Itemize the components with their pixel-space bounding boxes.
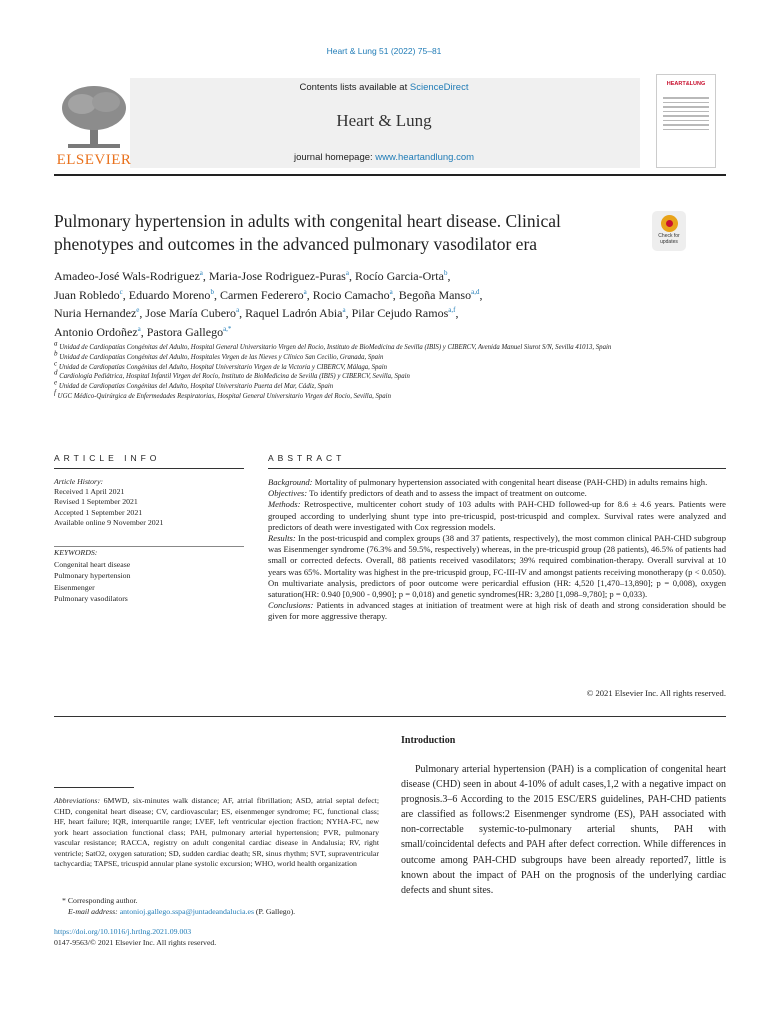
author-name[interactable] — [352, 306, 456, 320]
abbreviations-footnote — [54, 796, 379, 870]
author-affiliation-marker[interactable]: a — [199, 269, 203, 277]
introduction-paragraph: Pulmonary arterial hypertension (PAH) is a complication of congenital heart disease (CHD) seen in about 4-10% of adult cases,1,2 with a negative impact on prognosis.3–6 According to the 2015 ESC/ERS guidelines, PAH-CHD patients are classified as follows:2 Eisenmenger syndrome (ES), PAH associated with non-correctable systemic-to-pulmonary arterial shunts, PAH with small/coincidental defects and PAH after defect correction. While differences in outcome among PAH-CHD subgroups have been already reported7, little is known about the impact of PAH on the prognosis of the underlying cardiac defects and shunt sites. — [401, 764, 726, 896]
doi-block — [54, 926, 216, 948]
header-rule — [54, 174, 726, 176]
abstract-copyright: © 2021 Elsevier Inc. All rights reserved. — [586, 688, 726, 698]
author-affiliation-marker[interactable]: a — [342, 306, 346, 314]
abstract-body — [268, 477, 726, 623]
homepage-link[interactable]: www.heartandlung.com — [375, 152, 475, 163]
abstract-label: Conclusions: — [268, 600, 314, 611]
abstract-text: Retrospective, multicenter cohort study of 103 adults with PAH-CHD followed-up for 8.6 ± 4.6 years. Patients were grouped according to underlying shunt type into pre-tricuspid, post-tricuspid and complex. Survival rates were analyzed and predictors of death were investigated with Cox regression models. — [268, 499, 726, 532]
author-name[interactable] — [399, 288, 480, 302]
author-name-text: Amadeo-José Wals-Rodriguez — [54, 269, 200, 283]
abstract-background — [268, 477, 726, 488]
author-name[interactable] — [54, 325, 141, 339]
article-history — [54, 477, 244, 528]
journal-title: Heart & Lung — [336, 111, 432, 130]
author-affiliation-marker[interactable]: a,f — [448, 306, 456, 314]
author-name-text: Begoña Manso — [398, 287, 472, 302]
affiliation-key: a — [54, 339, 58, 348]
author-name-text: Pastora Gallego — [146, 324, 224, 339]
keyword-item: Eisenmenger — [54, 582, 95, 592]
author-name-text: Raquel Ladrón Abia — [245, 306, 343, 320]
article-info-heading: ARTICLE INFO — [54, 453, 161, 463]
author-name[interactable] — [129, 288, 214, 302]
abstract-methods — [268, 499, 726, 533]
email-suffix: (P. Gallego). — [253, 906, 296, 916]
author-name-text: Rocio Camacho — [312, 287, 390, 302]
abstract-label: Methods: — [268, 499, 301, 510]
abstract-text: Patients in advanced stages at initiation of treatment were at high risk of death and strong consideration should be given for more aggressive therapy. — [268, 600, 726, 622]
abbreviations-label: Abbreviations: — [54, 796, 101, 805]
affiliation-text: Unidad de Cardiopatías Congénitas del Adulto, Hospitales Virgen de las Nieves y Clínico San Cecilio, Granada, Spain — [59, 353, 384, 361]
author-name-text: Carmen Federero — [219, 287, 304, 302]
check-updates-icon — [661, 215, 678, 232]
keyword-item: Pulmonary vasodilators — [54, 594, 128, 603]
author-name-text: Juan Robledo — [54, 287, 120, 302]
affiliation-text: UGC Médico-Quirúrgica de Enfermedades Respiratorias, Hospital General Universitario Virgen del Rocio, Sevilla, Spain — [57, 392, 391, 400]
affiliation-text: Cardiología Pediátrica, Hospital Infantil Virgen del Rocío, Instituto de BioMedicina de Sevilla (IBIS) y CIBERCV, Sevilla, Spain — [59, 373, 410, 381]
abstract-text: To identify predictors of death and to assess the impact of treatment on outcome. — [307, 488, 587, 499]
affiliation-text: Unidad de Cardiopatías Congénitas del Adulto, Hospital Universitario Puerta del Mar, Cádiz, Spain — [58, 383, 334, 391]
author-affiliation-marker[interactable]: b — [443, 269, 448, 277]
affiliation-text: Unidad de Cardiopatías Congénitas del Adulto, Hospital General Universitario Virgen del Rocio, Instituto de BioMedicina de Sevilla (IBIS) y CIBERCV, Avenida Manuel Siurot S/N, Sevilla 41013, Spain — [59, 344, 612, 351]
author-name[interactable] — [54, 288, 123, 302]
author-affiliation-marker[interactable]: a — [303, 287, 307, 296]
email-link[interactable]: antonioj.gallego.sspa@juntadeandalucia.es — [119, 906, 254, 916]
history-item: Accepted 1 September 2021 — [54, 507, 143, 517]
author-affiliation-marker[interactable]: a,d — [471, 287, 480, 296]
author-affiliation-marker[interactable]: a — [345, 269, 349, 277]
abstract-text: Mortality of pulmonary hypertension associated with congenital heart disease (PAH-CHD) in adults remains high. — [312, 477, 708, 487]
author-affiliation-marker[interactable]: a — [137, 324, 141, 333]
sciencedirect-link[interactable]: ScienceDirect — [409, 82, 469, 93]
abstract-label: Results: — [268, 533, 296, 544]
history-item: Revised 1 September 2021 — [54, 497, 138, 507]
doi-link[interactable]: https://doi.org/10.1016/j.hrtlng.2021.09.003 — [54, 927, 192, 936]
email-label: E-mail address: — [68, 906, 118, 916]
author-affiliation-marker[interactable]: a,* — [223, 324, 232, 333]
author-name[interactable] — [54, 269, 203, 283]
affiliation-key: e — [54, 378, 58, 387]
author-affiliation-marker[interactable]: b — [210, 287, 214, 296]
history-item: Received 1 April 2021 — [54, 487, 125, 497]
corresponding-author: * Corresponding author. — [62, 896, 138, 905]
journal-reference[interactable]: Heart & Lung 51 (2022) 75–81 — [326, 46, 442, 56]
author-name[interactable] — [145, 306, 239, 320]
author-name[interactable] — [220, 288, 307, 302]
affiliation-item — [54, 378, 726, 392]
author-name-text: Eduardo Moreno — [128, 287, 211, 302]
affiliation-item — [54, 369, 726, 382]
abstract-conclusions — [268, 600, 726, 622]
author-name-text: Nuria Hernandez — [54, 306, 137, 320]
author-name-text: Maria-Jose Rodriguez-Puras — [208, 269, 346, 283]
author-name-text: Antonio Ordoñez — [54, 324, 138, 339]
affiliation-item — [54, 359, 726, 373]
check-updates-line1: Check for — [658, 233, 680, 239]
author-affiliation-marker[interactable]: e — [136, 306, 140, 314]
abstract-results — [268, 533, 726, 600]
affiliation-text: Unidad de Cardiopatías Congénitas del Adulto, Hospital Universitario Virgen de la Victoria y CIBERCV, Málaga, Spain — [58, 363, 388, 371]
contents-prefix: Contents lists available at — [299, 82, 410, 93]
keywords-list — [54, 547, 244, 605]
keywords-label: KEYWORDS: — [54, 548, 98, 557]
author-affiliation-marker[interactable]: a — [389, 287, 393, 296]
affiliation-item — [54, 349, 726, 363]
author-name[interactable] — [209, 269, 349, 283]
homepage-prefix: journal homepage: — [293, 152, 376, 163]
author-affiliation-marker[interactable]: a — [236, 306, 240, 314]
author-name-text: Rocío Garcia-Orta — [354, 269, 444, 283]
abstract-bottom-rule — [54, 716, 726, 717]
affiliation-key: c — [54, 359, 58, 368]
check-updates-line2: updates — [660, 238, 678, 245]
author-name[interactable] — [147, 325, 232, 339]
author-name-text: Pilar Cejudo Ramos — [351, 306, 449, 320]
introduction-heading: Introduction — [401, 735, 456, 746]
abstract-objectives — [268, 488, 726, 499]
affiliation-key: b — [54, 349, 58, 358]
elsevier-wordmark: ELSEVIER — [56, 152, 132, 168]
affiliation-key: d — [54, 369, 58, 378]
affiliation-key: f — [54, 388, 56, 397]
history-label: Article History: — [54, 477, 104, 486]
author-name[interactable] — [355, 269, 447, 283]
keyword-item: Pulmonary hypertension — [54, 571, 131, 580]
author-name[interactable] — [54, 306, 139, 320]
affiliation-item — [54, 339, 726, 353]
issn-line: 0147-9563/© 2021 Elsevier Inc. All rights reserved. — [54, 938, 217, 947]
author-name[interactable] — [313, 288, 393, 302]
affiliation-item — [54, 388, 726, 402]
journal-cover-thumbnail[interactable] — [656, 74, 716, 168]
article-title: Pulmonary hypertension in adults with congenital heart disease. Clinical phenotypes and outcomes in the advanced pulmonary vasodilator era — [54, 211, 561, 254]
cover-title: HEART&LUNG — [661, 81, 711, 90]
abstract-heading: ABSTRACT — [268, 453, 346, 463]
corresponding-footnote — [54, 896, 379, 917]
article-info-rule — [54, 468, 244, 469]
abstract-text: In the post-tricuspid and complex groups (38 and 37 patients, respectively), the most common clinical PAH-CHD subgroup was Eisenmenger syndrome (76.3% and 59.5%, respectively) whereas, in the pre-tricuspid group (28 patients), 46.5% of patients had small or corrected defects. Overall, 88 patients received vasodilators; 39% required combination-therapy. Overall survival at 10 years was 65%. Mortality was highest in the pre-tricuspid group, FC-III-IV and amongst patients receiving monotherapy (p < 0.050). On multivariate analysis, predictors of poor outcome were pericardial effusion (HR: 4,520 [1,470–13,890]; p = 0,008), oxygen saturation(HR: 0.940 [0,900 - 0,990]; p = 0,018) and genetic syndromes(HR: 3,280 [1,098–9,780]; p = 0,033). — [268, 533, 726, 600]
author-affiliation-marker[interactable]: c — [119, 287, 123, 296]
cover-text-lines — [663, 97, 709, 133]
abstract-rule — [268, 468, 726, 469]
history-item: Available online 9 November 2021 — [54, 517, 164, 527]
keyword-item: Congenital heart disease — [54, 559, 131, 569]
abstract-label: Objectives: — [268, 488, 308, 499]
affiliation-list — [54, 339, 726, 402]
footnote-rule — [54, 787, 134, 788]
author-list: Amadeo-José Wals-Rodriguez$^a$, Maria-Jose Rodriguez-Puras$^a$, Rocío Garcia-Orta$^b$, Juan Robledo$^c$, Eduardo Moreno$^b$, Carmen Federero$^a$, Rocio Camacho$^a$, Begoña Manso$^{a,d}$, Nuria Hernandez$^e$, Jose María Cubero$^a$, Raquel Ladrón Abia$^a$, Pilar Cejudo Ramos$^{a,f}$, Antonio Ordoñez$^a$, Pastora Gallego$^{a,*}$ — [54, 269, 483, 339]
abbreviations-text: 6MWD, six-minutes walk distance; AF, atrial fibrillation; ASD, atrial septal defect; CHD, congenital heart disease; CV, cardiovascular; ES, eisenmenger syndrome; FC, functional class; HF, heart failure; IQR, interquartile range; LVEF, left ventricular ejection fraction; NYHA-FC, new york heart association functional class; PAH, pulmonary arterial hypertension; PVR, pulmonary vascular resistance; RACCA, registry on adult congenital cardiac disease in Andalusia; RV, right ventricle; SatO2, oxygen saturation; SD, sudden cardiac death; SR, sinus rhythm; SVT, supraventricular tachycardia; TAPSE, tricuspid annular plane systolic excursion; WHO, world health organization — [54, 796, 379, 868]
check-for-updates-button[interactable] — [652, 211, 686, 251]
abstract-label: Background: — [268, 477, 313, 487]
author-name[interactable] — [245, 306, 345, 320]
author-name-text: Jose María Cubero — [145, 306, 237, 320]
